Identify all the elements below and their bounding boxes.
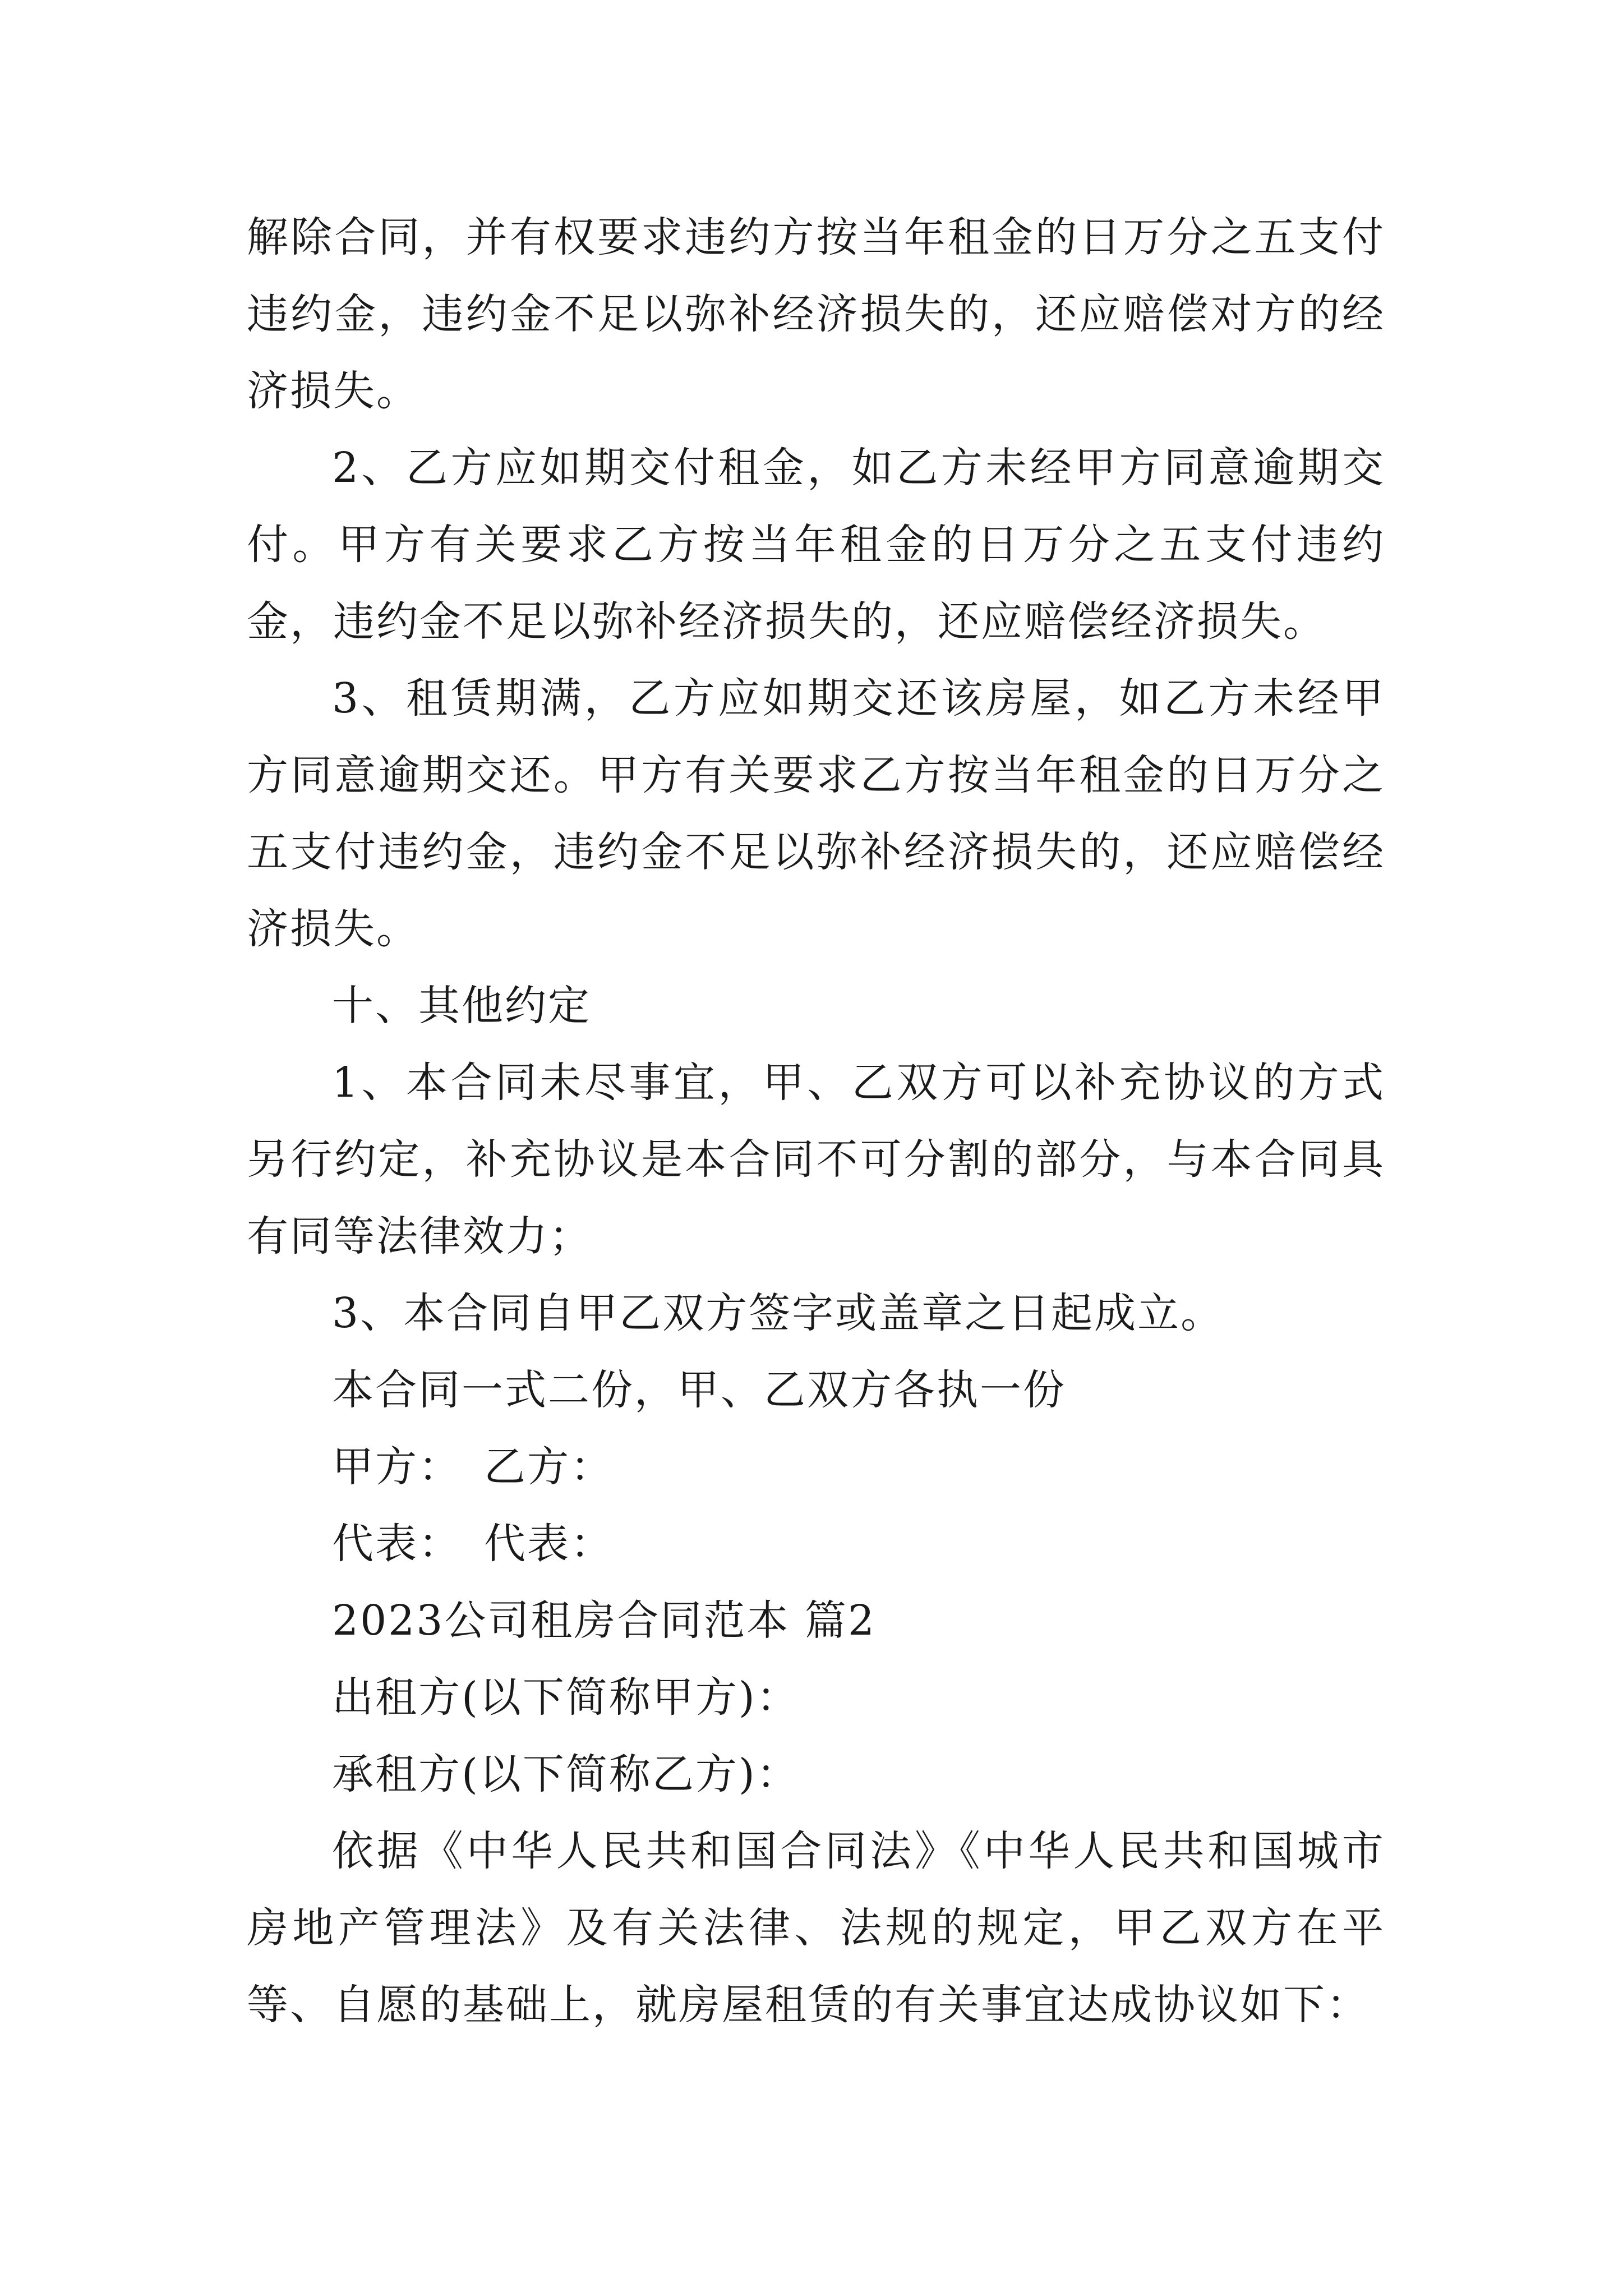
paragraph-supplementary-agreement: 1、本合同未尽事宜，甲、乙双方可以补充协议的方式另行约定，补充协议是本合同不可分割的部分，与本合同具有同等法律效力；: [247, 1059, 1385, 1260]
paragraph-effective-date: 3、本合同自甲乙双方签字或盖章之日起成立。: [332, 1289, 1224, 1337]
signature-representatives-line: 代表： 代表：: [332, 1520, 614, 1568]
paragraph-rent-payment-clause: 2、乙方应如期交付租金，如乙方未经甲方同意逾期交付。甲方有关要求乙方按当年租金的日万分之五支付违约金，违约金不足以弥补经济损失的，还应赔偿经济损失。: [247, 444, 1385, 646]
paragraph-termination-clause: 解除合同，并有权要求违约方按当年租金的日万分之五支付违约金，违约金不足以弥补经济损失的，还应赔偿对方的经济损失。: [247, 213, 1385, 415]
paragraph-legal-basis: 依据《中华人民共和国合同法》《中华人民共和国城市房地产管理法》及有关法律、法规的规定，甲乙双方在平等、自愿的基础上，就房屋租赁的有关事宜达成协议如下：: [247, 1827, 1385, 2029]
signature-parties-line: 甲方： 乙方：: [332, 1443, 614, 1491]
lessor-line: 出租方(以下简称甲方)：: [332, 1673, 800, 1722]
contract-title-part2: 2023公司租房合同范本 篇2: [332, 1596, 876, 1645]
paragraph-lease-expiry-clause: 3、租赁期满，乙方应如期交还该房屋，如乙方未经甲方同意逾期交还。甲方有关要求乙方按当年租金的日万分之五支付违约金，违约金不足以弥补经济损失的，还应赔偿经济损失。: [247, 674, 1385, 953]
section-heading-other-agreements: 十、其他约定: [332, 982, 591, 1030]
document-body: [247, 199, 1385, 2044]
paragraph-copies: 本合同一式二份，甲、乙双方各执一份: [332, 1366, 1066, 1414]
lessee-line: 承租方(以下简称乙方)：: [332, 1750, 800, 1798]
